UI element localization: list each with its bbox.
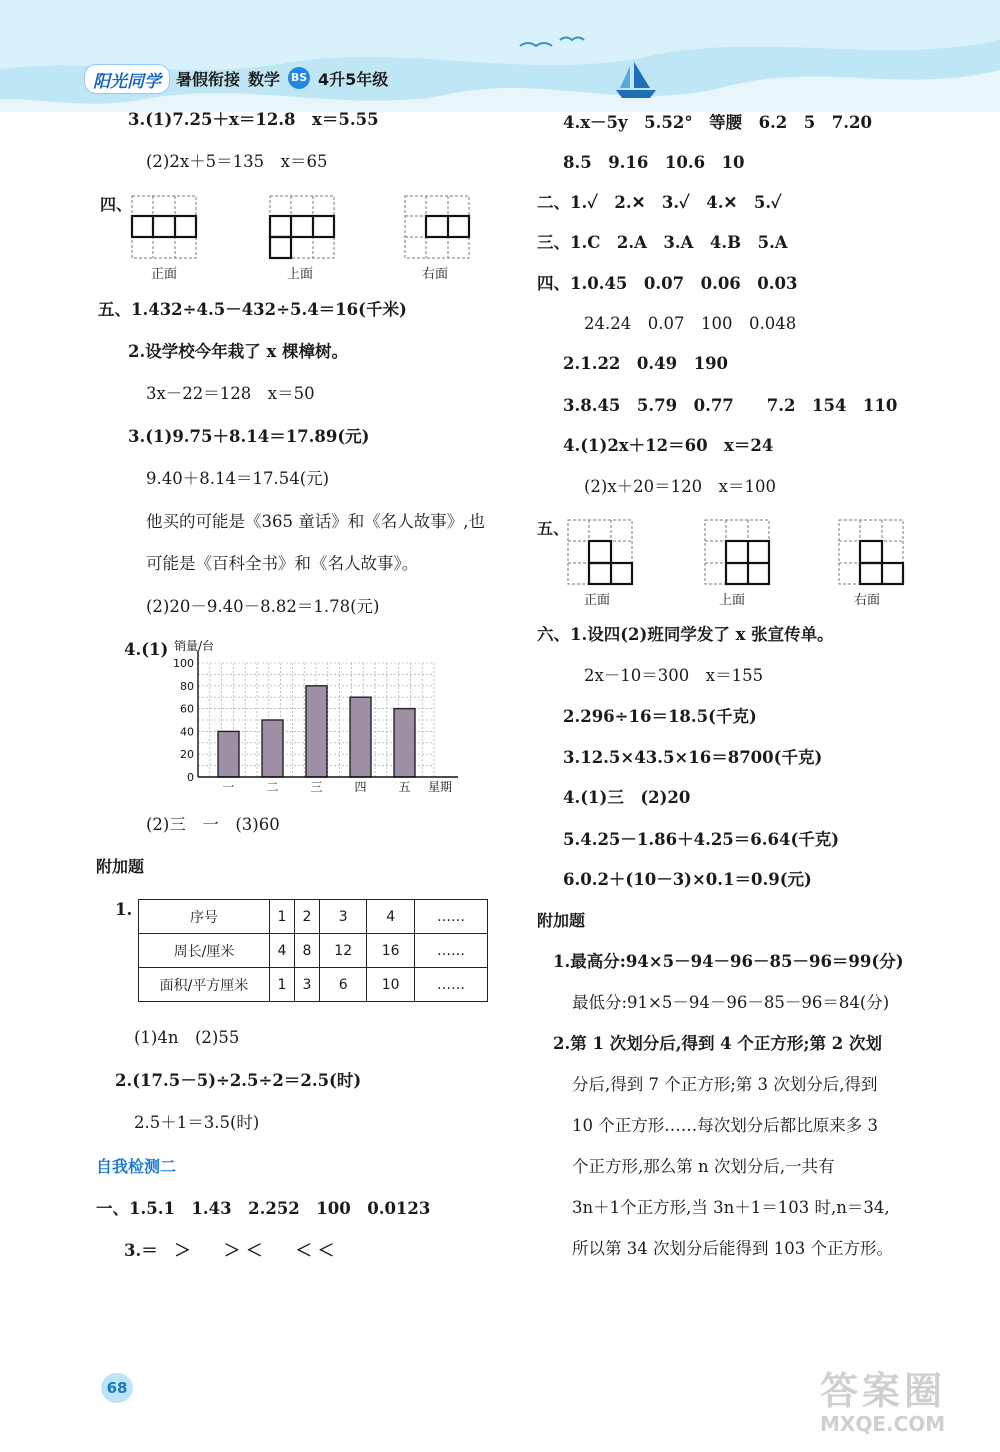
y-tick-label: 60	[180, 702, 194, 716]
table-cell: 6	[320, 968, 367, 1002]
answer-line: 二、1.✓ 2.✕ 3.✓ 4.✕ 5.✓	[537, 193, 782, 212]
table-cell: 12	[320, 934, 367, 968]
table-cell: 周长/厘米	[139, 934, 270, 968]
y-tick-label: 80	[180, 679, 194, 693]
answer-line: 2x－10＝300 x＝155	[584, 666, 764, 685]
answer-line: 他买的可能是《365 童话》和《名人故事》,也	[146, 512, 485, 531]
view-label: 右面	[422, 267, 449, 282]
table-cell: ……	[414, 968, 487, 1002]
y-tick-label: 0	[187, 771, 194, 784]
answer-line: (1)4n (2)55	[134, 1028, 240, 1047]
answer-line: 4.x－5y 5.52° 等腰 6.2 5 7.20	[563, 113, 872, 132]
chart-bar	[394, 709, 415, 777]
sequence-table	[138, 899, 488, 1002]
answer-line: 3.12.5×43.5×16＝8700(千克)	[563, 748, 823, 767]
view-label: 正面	[151, 267, 178, 282]
answer-line: 10 个正方形……每次划分后都比原来多 3	[572, 1116, 878, 1135]
view-label: 上面	[287, 267, 314, 282]
table-cell: 2	[295, 900, 320, 934]
view-label: 正面	[584, 593, 611, 608]
table-cell: 8	[295, 934, 320, 968]
view-diagram-right	[403, 194, 473, 260]
answer-line: 3.＝ ＞ ＞ ＜ ＜ ＜	[124, 1241, 335, 1260]
x-tick-label: 三	[310, 780, 323, 794]
table-row	[139, 900, 488, 934]
y-tick-label: 40	[180, 725, 194, 739]
extra-title: 附加题	[537, 911, 586, 930]
answer-line: 三、1.C 2.A 3.A 4.B 5.A	[537, 233, 788, 252]
answer-line: 2.(17.5－5)÷2.5÷2＝2.5(时)	[115, 1071, 362, 1090]
answer-line: 分后,得到 7 个正方形;第 3 次划分后,得到	[572, 1075, 878, 1094]
answer-line: 2.设学校今年栽了 x 棵樟树。	[128, 342, 349, 361]
watermark-text: 答案圈	[820, 1369, 947, 1413]
table-cell: 4	[270, 934, 295, 968]
watermark	[820, 1370, 992, 1436]
sky-decoration	[0, 0, 1000, 112]
extra-title: 附加题	[96, 857, 145, 876]
watermark-url: MXQE.COM	[820, 1412, 946, 1436]
answer-line: 2.第 1 次划分后,得到 4 个正方形;第 2 次划	[553, 1034, 882, 1053]
y-tick-label: 20	[180, 748, 194, 762]
answer-line: 5.4.25－1.86＋4.25＝6.64(千克)	[563, 830, 840, 849]
answer-line: 3.(1)9.75＋8.14＝17.89(元)	[128, 427, 370, 446]
section-title: 自我检测二	[96, 1157, 177, 1176]
table-cell: 面积/平方厘米	[139, 968, 270, 1002]
answer-line: (2)x＋20＝120 x＝100	[584, 477, 776, 496]
sales-bar-chart	[160, 638, 470, 798]
chart-bar	[306, 686, 327, 777]
answer-line: 4.(1)三 (2)20	[563, 788, 691, 807]
answer-line: 1.最高分:94×5－94－96－85－96＝99(分)	[553, 952, 904, 971]
answer-line: 可能是《百科全书》和《名人故事》。	[146, 554, 419, 573]
table-cell: 1	[270, 900, 295, 934]
answer-line: 五、1.432÷4.5－432÷5.4＝16(千米)	[98, 300, 407, 319]
answer-line: 3.8.45 5.79 0.77 7.2 154 110	[563, 396, 898, 415]
table-cell: ……	[414, 934, 487, 968]
page-number: 68	[101, 1373, 133, 1403]
answer-line: 2.5＋1＝3.5(时)	[134, 1113, 260, 1132]
y-axis-label: 销量/台	[174, 639, 215, 653]
y-tick-label: 100	[173, 657, 194, 670]
answer-line: 2.1.22 0.49 190	[563, 354, 729, 373]
bar-chart-svg	[160, 638, 470, 798]
view-diagram-front	[566, 518, 636, 588]
answer-line: (2)2x＋5＝135 x＝65	[146, 152, 328, 171]
answer-line: 个正方形,那么第 n 次划分后,一共有	[572, 1157, 835, 1176]
answer-line: (2)三 一 (3)60	[146, 815, 280, 834]
chart-bar	[218, 731, 239, 777]
table-cell: 16	[367, 934, 414, 968]
series-title: 暑假衔接	[176, 69, 241, 89]
question-label: 1.	[115, 900, 133, 919]
grade-label: 4升5年级	[318, 69, 389, 89]
table-cell: 3	[320, 900, 367, 934]
answer-line: 四、1.0.45 0.07 0.06 0.03	[537, 274, 798, 293]
answer-line: 8.5 9.16 10.6 10	[563, 153, 745, 172]
x-axis-label: 星期	[428, 780, 453, 794]
book-title	[176, 64, 388, 92]
answer-line: (2)20－9.40－8.82＝1.78(元)	[146, 597, 380, 616]
table-row	[139, 934, 488, 968]
x-tick-label: 一	[222, 780, 235, 794]
table-cell: 序号	[139, 900, 270, 934]
chart-bar	[262, 720, 283, 777]
answer-line: 3n＋1个正方形,当 3n＋1＝103 时,n＝34,	[572, 1198, 890, 1217]
section-label: 五、	[537, 519, 570, 538]
answer-line: 2.296÷16＝18.5(千克)	[563, 707, 757, 726]
answer-line: 所以第 34 次划分后能得到 103 个正方形。	[572, 1239, 893, 1258]
x-tick-label: 四	[354, 780, 367, 794]
view-diagram-front	[130, 194, 200, 260]
table-cell: 10	[367, 968, 414, 1002]
answer-line: 六、1.设四(2)班同学发了 x 张宣传单。	[537, 625, 834, 644]
section-label: 四、	[100, 195, 133, 214]
brand-logo: 阳光同学	[84, 64, 170, 94]
x-tick-label: 五	[398, 780, 411, 794]
view-diagram-top	[703, 518, 773, 588]
x-tick-label: 二	[266, 780, 279, 794]
answer-line: 一、1.5.1 1.43 2.252 100 0.0123	[96, 1199, 431, 1218]
table-row	[139, 968, 488, 1002]
edition-badge: BS	[288, 67, 310, 89]
answer-line: 最低分:91×5－94－96－85－96＝84(分)	[572, 993, 890, 1012]
subject-label: 数学	[248, 69, 281, 89]
view-diagram-right	[837, 518, 907, 588]
answer-line: 3.(1)7.25＋x＝12.8 x＝5.55	[128, 110, 379, 129]
header-banner	[0, 0, 1000, 112]
question-label: 4.(1)	[124, 640, 169, 659]
answer-line: 9.40＋8.14＝17.54(元)	[146, 469, 330, 488]
view-label: 上面	[719, 593, 746, 608]
chart-bar	[350, 697, 371, 777]
view-label: 右面	[854, 593, 881, 608]
table-cell: 1	[270, 968, 295, 1002]
table-cell: 4	[367, 900, 414, 934]
answer-line: 24.24 0.07 100 0.048	[584, 314, 797, 333]
answer-line: 3x－22＝128 x＝50	[146, 384, 315, 403]
view-diagram-top	[268, 194, 338, 260]
table-cell: 3	[295, 968, 320, 1002]
answer-line: 6.0.2＋(10－3)×0.1＝0.9(元)	[563, 870, 812, 889]
answer-line: 4.(1)2x＋12＝60 x＝24	[563, 436, 774, 455]
table-cell: ……	[414, 900, 487, 934]
